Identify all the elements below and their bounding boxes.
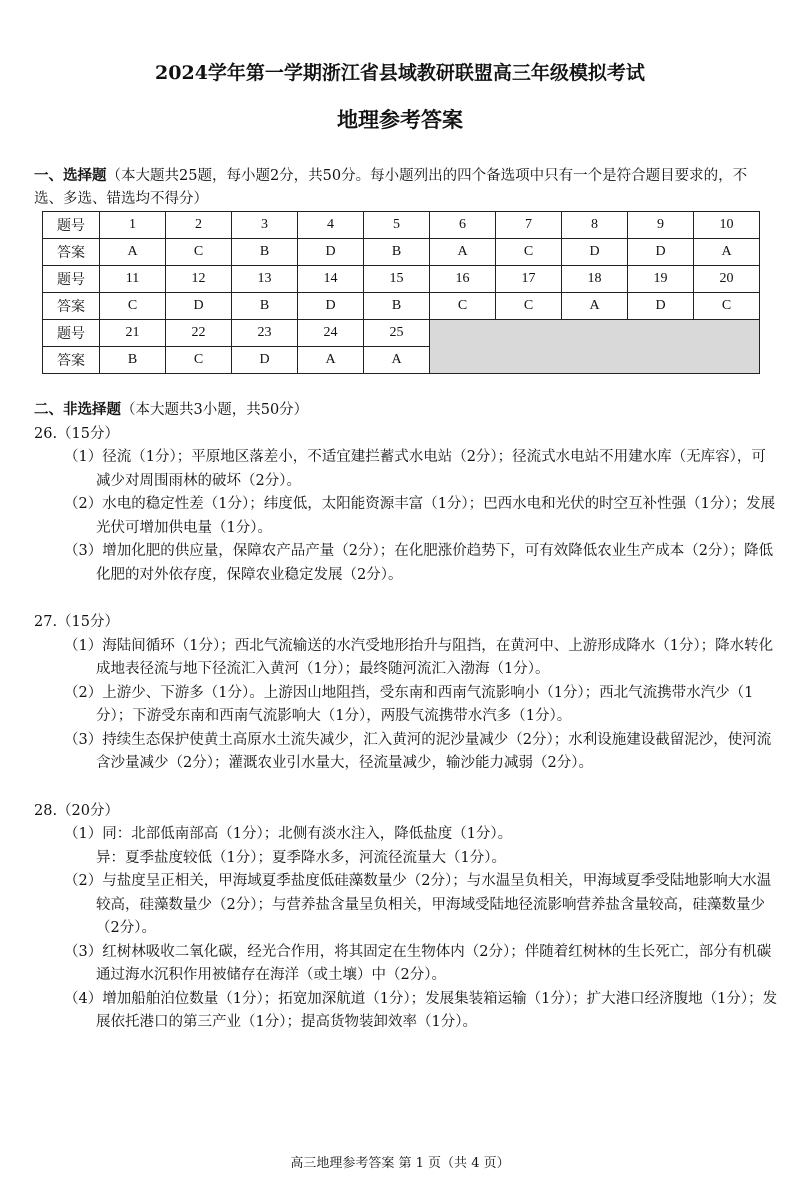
question-number-cell: 24	[298, 320, 364, 347]
answer-cell: D	[298, 239, 364, 266]
question-number-cell: 9	[628, 212, 694, 239]
question-number: 28.（20分）	[34, 802, 120, 819]
table-row-numbers	[43, 320, 760, 347]
question-number-cell: 6	[430, 212, 496, 239]
question-number-cell: 25	[364, 320, 430, 347]
question-number-cell: 10	[694, 212, 760, 239]
answer-item: （4）增加船舶泊位数量（1分）；拓宽加深航道（1分）；发展集装箱运输（1分）；扩大港口经济腹地（1分）；发展依托港口的第三产业（1分）；提高货物装卸效率（1分）。	[64, 990, 778, 1030]
table-row-numbers	[43, 266, 760, 293]
answer-cell: C	[496, 293, 562, 320]
table-row-answers	[43, 293, 760, 320]
answer-item: （2）水电的稳定性差（1分）；纬度低，太阳能资源丰富（1分）；巴西水电和光伏的时空互补性强（1分）；发展光伏可增加供电量（1分）。	[64, 496, 776, 536]
answer-item: （1）径流（1分）；平原地区落差小，不适宜建拦蓄式水电站（2分）；径流式水电站不用建水库（无库容），可减少对周围雨林的破坏（2分）。	[64, 449, 766, 489]
answer-table	[42, 211, 760, 374]
answer-item: （1）同：北部低南部高（1分）；北侧有淡水注入，降低盐度（1分）。	[64, 826, 513, 842]
answer-cell: B	[232, 293, 298, 320]
question-number-cell: 8	[562, 212, 628, 239]
answer-cell: C	[166, 347, 232, 374]
row-label: 题号	[43, 266, 100, 293]
answer-cell: C	[496, 239, 562, 266]
answer-cell: D	[298, 293, 364, 320]
answer-item: （1）海陆间循环（1分）；西北气流输送的水汽受地形抬升与阻挡，在黄河中、上游形成降水（1分）；降水转化成地表径流与地下径流汇入黄河（1分）；最终随河流汇入渤海（1分）。	[64, 637, 774, 677]
answer-cell: B	[100, 347, 166, 374]
answer-cell: C	[430, 293, 496, 320]
answer-cell: A	[562, 293, 628, 320]
question-number-cell: 14	[298, 266, 364, 293]
question-number-cell: 18	[562, 266, 628, 293]
row-label: 题号	[43, 320, 100, 347]
row-label: 答案	[43, 347, 100, 374]
answer-cell: D	[628, 293, 694, 320]
row-label: 答案	[43, 239, 100, 266]
question-number-cell: 21	[100, 320, 166, 347]
answer-cell: C	[100, 293, 166, 320]
question-number-cell: 17	[496, 266, 562, 293]
answer-cell: A	[694, 239, 760, 266]
section-1-desc: （本大题共25题，每小题2分，共50分。每小题列出的四个备选项中只有一个是符合题目要求的，不选、多选、错选均不得分）	[34, 168, 748, 207]
question-number-cell: 2	[166, 212, 232, 239]
section-2-desc: （本大题共3小题，共50分）	[121, 402, 309, 418]
answer-cell: B	[364, 239, 430, 266]
question-number: 26.（15分）	[34, 425, 120, 442]
answer-item: （3）增加化肥的供应量，保障农产品产量（2分）；在化肥涨价趋势下，可有效降低农业生产成本（2分）；降低化肥的对外依存度，保障农业稳定发展（2分）。	[64, 543, 774, 583]
answer-cell: D	[232, 347, 298, 374]
question-number-cell: 23	[232, 320, 298, 347]
question-number-cell: 11	[100, 266, 166, 293]
row-label: 题号	[43, 212, 100, 239]
answer-cell: A	[364, 347, 430, 374]
answer-cell: D	[166, 293, 232, 320]
row-label: 答案	[43, 293, 100, 320]
question-number-cell: 19	[628, 266, 694, 293]
section-2	[34, 398, 779, 1035]
question-number-cell: 7	[496, 212, 562, 239]
section-1-intro	[34, 164, 774, 211]
section-2-heading: 二、非选择题	[34, 401, 121, 418]
document-title: 2024学年第一学期浙江省县域教研联盟高三年级模拟考试	[155, 62, 645, 84]
answer-item: （2）上游少、下游多（1分）。上游因山地阻挡，受东南和西南气流影响小（1分）；西北气流携带水汽少（1分）；下游受东南和西南气流影响大（1分），两股气流携带水汽多（1分）。	[64, 684, 754, 724]
question-number-cell: 16	[430, 266, 496, 293]
answer-cell: C	[694, 293, 760, 320]
answer-cell: A	[100, 239, 166, 266]
answer-cell: B	[364, 293, 430, 320]
section-1-heading: 一、选择题	[34, 167, 107, 184]
question-number-cell: 22	[166, 320, 232, 347]
table-row-numbers	[43, 212, 760, 239]
table-row-answers	[43, 239, 760, 266]
question-number-cell: 5	[364, 212, 430, 239]
answer-item: （3）持续生态保护使黄土高原水土流失减少，汇入黄河的泥沙量减少（2分）；水利设施建设截留泥沙，使河流含沙量减少（2分）；灌溉农业引水量大，径流量减少，输沙能力减弱（2分）。	[64, 731, 772, 771]
question-number-cell: 15	[364, 266, 430, 293]
question-number-cell: 1	[100, 212, 166, 239]
answer-item: （2）与盐度呈正相关，甲海域夏季盐度低硅藻数量少（2分）；与水温呈负相关，甲海域夏季受陆地影响大水温较高，硅藻数量少（2分）；与营养盐含量呈负相关，甲海域受陆地径流影响营养盐含量较高，硅藻数量少（2分）。	[64, 873, 772, 936]
page-footer: 高三地理参考答案 第 1 页（共 4 页）	[290, 1156, 510, 1171]
question-number-cell: 3	[232, 212, 298, 239]
answer-item: 异：夏季盐度较低（1分）；夏季降水多，河流径流量大（1分）。	[96, 849, 506, 866]
question-number-cell: 20	[694, 266, 760, 293]
answer-cell: D	[562, 239, 628, 266]
answer-cell: C	[166, 239, 232, 266]
answer-item: （3）红树林吸收二氧化碳，经光合作用，将其固定在生物体内（2分）；伴随着红树林的生长死亡，部分有机碳通过海水沉积作用被储存在海洋（或土壤）中（2分）。	[64, 943, 772, 983]
answer-cell: D	[628, 239, 694, 266]
section-2-intro	[34, 398, 779, 423]
question-number-cell: 12	[166, 266, 232, 293]
question-number-cell: 4	[298, 212, 364, 239]
answer-cell: A	[430, 239, 496, 266]
answer-cell: A	[298, 347, 364, 374]
question-number-cell: 13	[232, 266, 298, 293]
document-subtitle: 地理参考答案	[337, 107, 463, 132]
question-number: 27.（15分）	[34, 614, 120, 630]
answer-cell: B	[232, 239, 298, 266]
empty-shaded-cell	[430, 320, 760, 374]
